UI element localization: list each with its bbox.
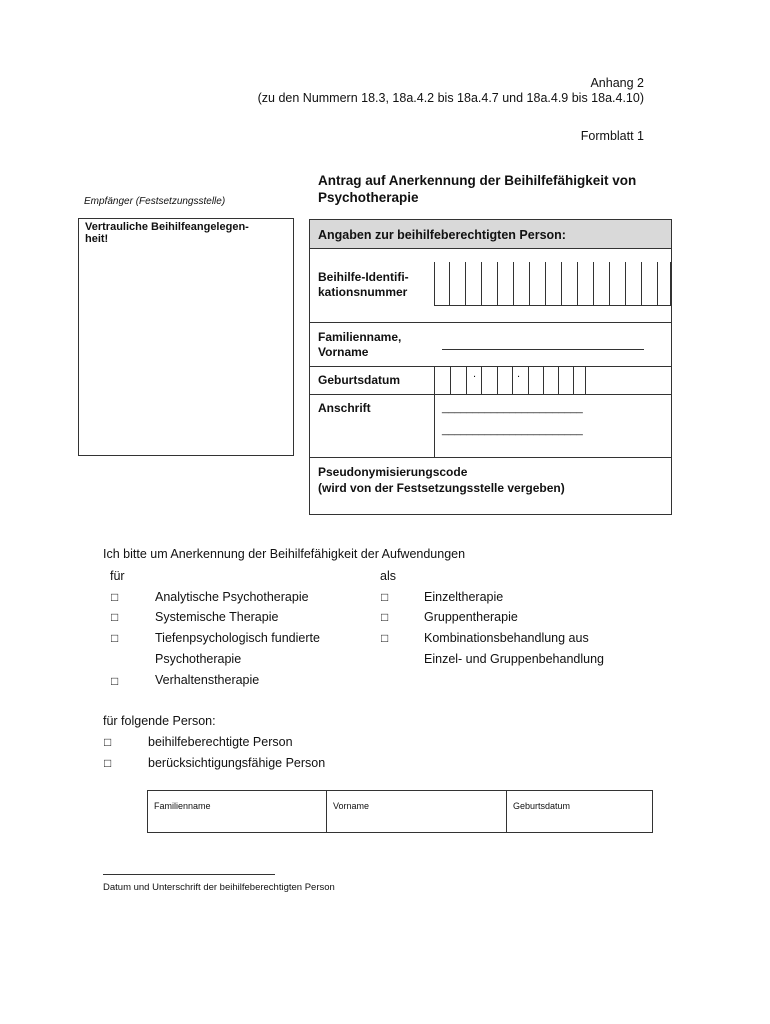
checkbox-individual[interactable]: □: [381, 590, 389, 604]
birth-cell-divider: [466, 366, 467, 394]
id-label-2: kationsnummer: [318, 285, 408, 299]
birth-cell-divider: [434, 366, 435, 394]
mode-combination: Kombinationsbehandlung aus: [424, 631, 589, 645]
id-cell-divider: [465, 262, 466, 306]
id-cell-divider: [593, 262, 594, 306]
person-table: [147, 790, 653, 833]
fuer-label: für: [110, 569, 125, 583]
id-cell-divider: [577, 262, 578, 306]
address-label: Anschrift: [318, 401, 371, 415]
person-dependent: berücksichtigungsfähige Person: [148, 756, 326, 770]
therapy-depth-psych: Tiefenpsychologisch fundierte: [155, 631, 320, 645]
checkbox-systemic[interactable]: □: [111, 610, 119, 624]
column-firstname[interactable]: Vorname: [327, 791, 507, 832]
checkbox-behavioral[interactable]: □: [111, 674, 119, 688]
signature-line[interactable]: [103, 874, 275, 875]
id-cell-bottom: [434, 305, 671, 306]
id-cell-divider: [641, 262, 642, 306]
section-title: Angaben zur beihilfeberechtigten Person:: [318, 228, 566, 242]
person-intro: für folgende Person:: [103, 714, 216, 728]
name-label-1: Familienname,: [318, 330, 402, 344]
column-birthdate[interactable]: Geburtsdatum: [513, 801, 571, 811]
birth-separator: .: [517, 368, 521, 380]
birth-cell-divider: [450, 366, 451, 394]
mode-combination-cont: Einzel- und Gruppenbehandlung: [424, 652, 604, 666]
divider: [310, 248, 671, 249]
id-cell-divider: [657, 262, 658, 306]
id-cell-divider: [625, 262, 626, 306]
pseudonym-note: (wird von der Festsetzungsstelle vergeben): [318, 481, 565, 495]
id-cell-divider: [529, 262, 530, 306]
therapy-systemic: Systemische Therapie: [155, 610, 279, 624]
birth-label: Geburtsdatum: [318, 373, 401, 387]
pseudonym-label: Pseudonymisierungscode: [318, 465, 468, 479]
address-input-line-2[interactable]: _______________________: [442, 424, 583, 436]
birth-cell-divider: [497, 366, 498, 394]
mode-individual: Einzeltherapie: [424, 590, 504, 604]
therapy-behavioral: Verhaltenstherapie: [155, 673, 260, 687]
birth-cell-divider: [512, 366, 513, 394]
checkbox-combination[interactable]: □: [381, 631, 389, 645]
id-cell-divider: [513, 262, 514, 306]
checkbox-group[interactable]: □: [381, 610, 389, 624]
form-title: Antrag auf Anerkennung der Beihilfefähigkeit von Psychotherapie: [318, 173, 637, 205]
id-cell-divider: [449, 262, 450, 306]
annex-reference: (zu den Nummern 18.3, 18a.4.2 bis 18a.4.7 und 18a.4.9 bis 18a.4.10): [257, 91, 644, 105]
checkbox-analytic[interactable]: □: [111, 590, 119, 604]
id-cell-divider: [497, 262, 498, 306]
request-intro: Ich bitte um Anerkennung der Beihilfefähigkeit der Aufwendungen: [103, 547, 466, 561]
therapy-depth-psych-cont: Psychotherapie: [155, 652, 242, 666]
id-label-1: Beihilfe-Identifi-: [318, 270, 409, 284]
mode-group: Gruppentherapie: [424, 610, 518, 624]
birth-cell-divider: [528, 366, 529, 394]
id-cell-divider: [561, 262, 562, 306]
name-input-line[interactable]: [442, 349, 644, 350]
column-surname[interactable]: Familienname: [148, 791, 327, 832]
checkbox-depth-psych[interactable]: □: [111, 631, 119, 645]
divider: [310, 322, 671, 323]
address-column-divider: [434, 394, 435, 457]
signature-label: Datum und Unterschrift der beihilfeberechtigten Person: [103, 882, 335, 893]
confidential-note: Vertrauliche Beihilfeangelegen-heit!: [85, 221, 249, 245]
divider: [310, 394, 671, 395]
id-cell-divider: [434, 262, 435, 306]
birth-separator: .: [473, 368, 477, 380]
checkbox-eligible-person[interactable]: □: [104, 735, 112, 749]
birth-cell-divider: [481, 366, 482, 394]
divider: [310, 366, 671, 367]
name-label-2: Vorname: [318, 345, 369, 359]
checkbox-dependent-person[interactable]: □: [104, 756, 112, 770]
id-cell-divider: [670, 262, 671, 306]
recipient-box[interactable]: [78, 218, 294, 456]
recipient-label: Empfänger (Festsetzungsstelle): [84, 196, 226, 207]
birth-cell-divider: [585, 366, 586, 394]
person-eligible: beihilfeberechtigte Person: [148, 735, 293, 749]
id-cell-divider: [481, 262, 482, 306]
als-label: als: [380, 569, 396, 583]
birth-cell-divider: [573, 366, 574, 394]
id-cell-divider: [609, 262, 610, 306]
annex-label: Anhang 2: [590, 76, 644, 90]
therapy-analytic: Analytische Psychotherapie: [155, 590, 309, 604]
id-cell-divider: [545, 262, 546, 306]
divider: [310, 457, 671, 458]
birth-cell-divider: [543, 366, 544, 394]
form-number: Formblatt 1: [580, 129, 644, 143]
birth-cell-divider: [558, 366, 559, 394]
address-input-line-1[interactable]: _______________________: [442, 402, 583, 414]
